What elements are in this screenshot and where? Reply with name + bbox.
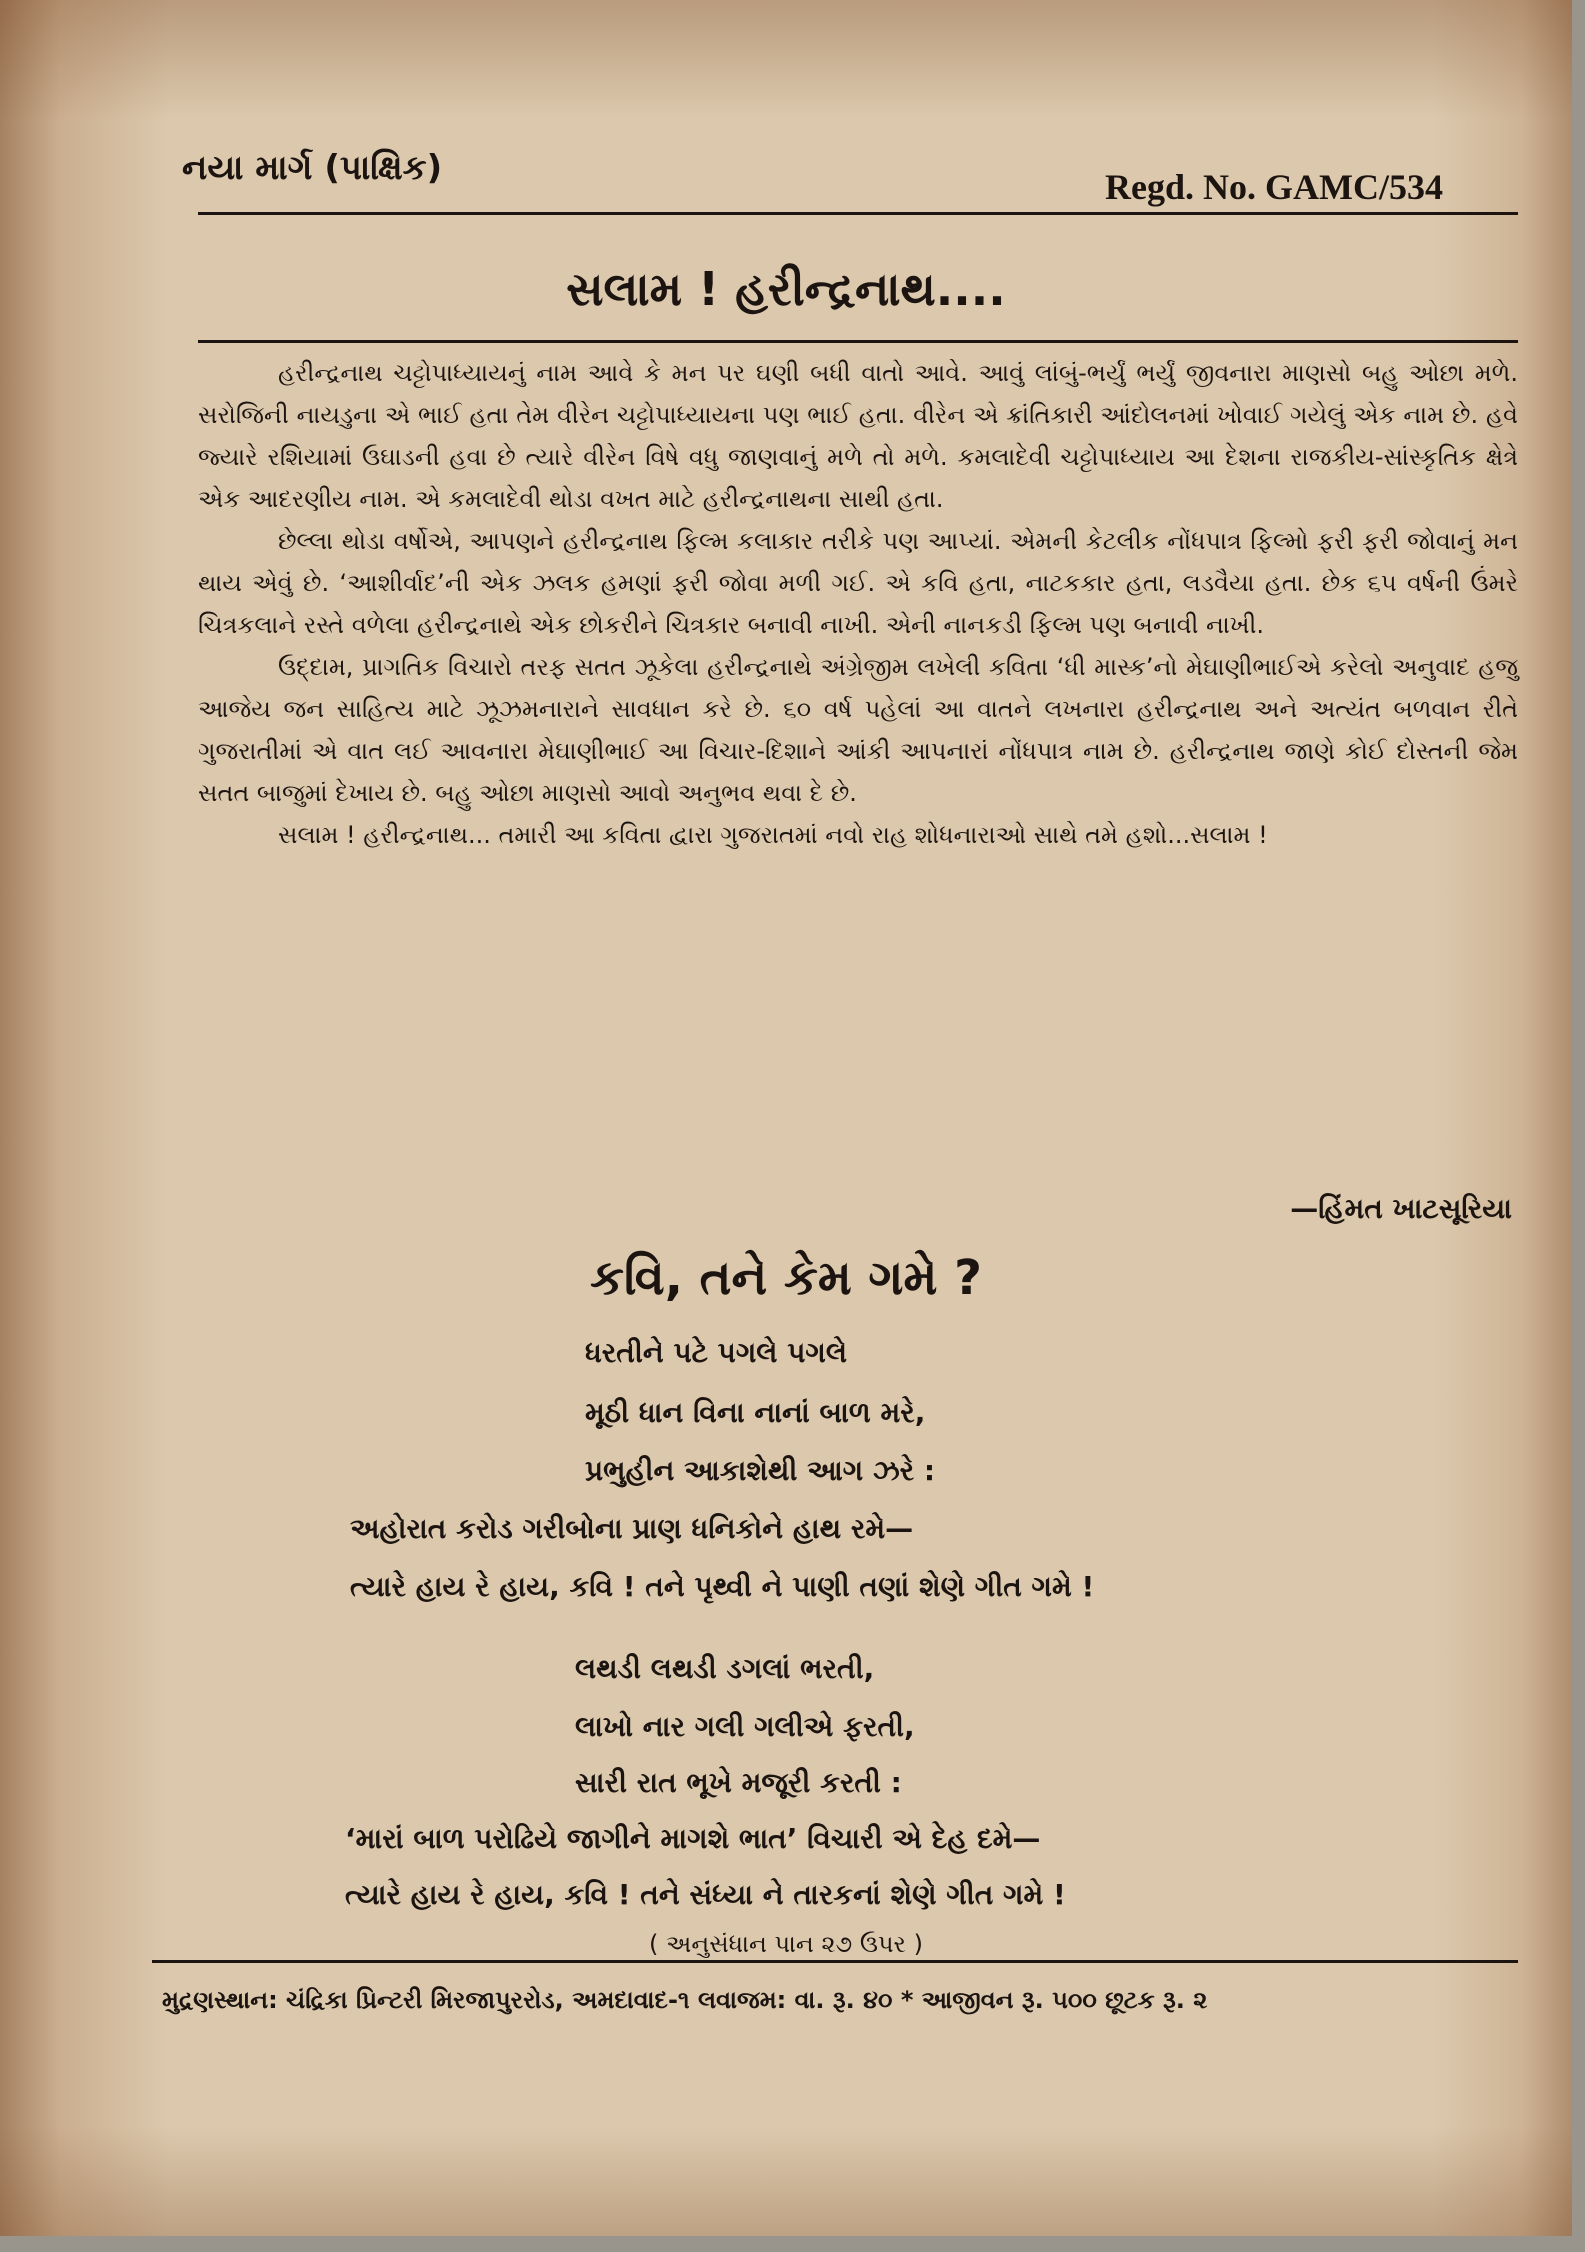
poem-line: ત્યારે હાય રે હાય, કવિ ! તને પૃથ્વી ને પાણી તણાં શેણે ગીત ગમે ! — [350, 1570, 1095, 1603]
footer-rule — [152, 1960, 1518, 1963]
author-signature: —હિંમત ખાટસૂરિયા — [1290, 1192, 1512, 1225]
continuation-note: ( અનુસંધાન પાન ૨૭ ઉપર ) — [649, 1930, 923, 1958]
registration-number: Regd. No. GAMC/534 — [1105, 167, 1443, 207]
article-paragraph: હરીન્દ્રનાથ ચટ્ટોપાધ્યાયનું નામ આવે કે મન પર ઘણી બધી વાતો આવે. આવું લાંબું-ભર્યું ભર્યું જીવનારા માણસો બહુ ઓછા મળે. સરોજિની નાયડુના એ ભાઈ હતા તેમ વીરેન ચટ્ટોપાધ્યાયના પણ ભાઈ હતા. વીરેન એ ક્રાંતિકારી આંદોલનમાં ખોવાઈ ગયેલું એક નામ છે. હવે જ્યારે રશિયામાં ઉઘાડની હવા છે ત્યારે વીરેન વિષે વધુ જાણવાનું મળે તો મળે. કમલાદેવી ચટ્ટોપાધ્યાય આ દેશના રાજકીય-સાંસ્કૃતિક ક્ષેત્રે એક આદરણીય નામ. એ કમલાદેવી થોડા વખત માટે હરીન્દ્રનાથના સાથી હતા. — [198, 359, 1518, 513]
title-rule — [198, 340, 1518, 343]
poem-line: અહોરાત કરોડ ગરીબોના પ્રાણ ધનિકોને હાથ રમે— — [350, 1512, 914, 1545]
article-body — [198, 352, 1518, 856]
article-title: સલામ ! હરીન્દ્રનાથ.... — [566, 262, 1006, 316]
poem-line: સારી રાત ભૂખે મજૂરી કરતી : — [575, 1766, 902, 1799]
article-paragraph: સલામ ! હરીન્દ્રનાથ... તમારી આ કવિતા દ્વારા ગુજરાતમાં નવો રાહ શોધનારાઓ સાથે તમે હશો...સલામ ! — [278, 821, 1268, 849]
publication-name: નયા માર્ગ (પાક્ષિક) — [182, 148, 443, 188]
header-rule — [198, 212, 1518, 215]
poem-line: ત્યારે હાય રે હાય, કવિ ! તને સંધ્યા ને તારકનાં શેણે ગીત ગમે ! — [345, 1878, 1066, 1911]
poem-title: કવિ, તને કેમ ગમે ? — [590, 1250, 982, 1306]
poem-line: ‘મારાં બાળ પરોઢિયે જાગીને માગશે ભાત’ વિચારી એ દેહ દમે— — [345, 1822, 1041, 1855]
poem-line: ધરતીને પટે પગલે પગલે — [585, 1336, 847, 1369]
poem-line: લાખો નાર ગલી ગલીએ ફરતી, — [575, 1710, 915, 1743]
printer-imprint: મુદ્રણસ્થાન: ચંદ્રિકા પ્રિન્ટરી મિરજાપુરરોડ, અમદાવાદ-૧ લવાજમ: વા. રૂ. ૪૦ * આજીવન રૂ. ૫૦૦ છૂટક રૂ. ૨ — [162, 1986, 1208, 2014]
poem-line: પ્રભુહીન આકાશેથી આગ ઝરે : — [585, 1454, 936, 1487]
article-paragraph: ઉદ્દામ, પ્રાગતિક વિચારો તરફ સતત ઝૂકેલા હરીન્દ્રનાથે અંગ્રેજીમ લખેલી કવિતા ‘ધી માસ્ક’નો મેઘાણીભાઈએ કરેલો અનુવાદ હજુ આજેય જન સાહિત્ય માટે ઝૂઝમનારાને સાવધાન કરે છે. ૬૦ વર્ષ પહેલાં આ વાતને લખનારા હરીન્દ્રનાથ અને અત્યંત બળવાન રીતે ગુજરાતીમાં એ વાત લઈ આવનારા મેઘાણીભાઈ આ વિચાર-દિશાને આંકી આપનારાં નોંધપાત્ર નામ છે. હરીન્દ્રનાથ જાણે કોઈ દોસ્તની જેમ સતત બાજુમાં દેખાય છે. બહુ ઓછા માણસો આવો અનુભવ થવા દે છે. — [198, 653, 1518, 807]
poem-line: મૂઠી ધાન વિના નાનાં બાળ મરે, — [585, 1396, 926, 1429]
article-paragraph: છેલ્લા થોડા વર્ષોએ, આપણને હરીન્દ્રનાથ ફિલ્મ કલાકાર તરીકે પણ આપ્યાં. એમની કેટલીક નોંધપાત્ર ફિલ્મો ફરી ફરી જોવાનું મન થાય એવું છે. ‘આશીર્વાદ’ની એક ઝલક હમણાં ફરી જોવા મળી ગઈ. એ કવિ હતા, નાટકકાર હતા, લડવૈયા હતા. છેક ૬૫ વર્ષની ઉંમરે ચિત્રકલાને રસ્તે વળેલા હરીન્દ્રનાથે એક છોકરીને ચિત્રકાર બનાવી નાખી. એની નાનકડી ફિલ્મ પણ બનાવી નાખી. — [198, 527, 1518, 639]
poem-line: લથડી લથડી ડગલાં ભરતી, — [575, 1652, 875, 1685]
